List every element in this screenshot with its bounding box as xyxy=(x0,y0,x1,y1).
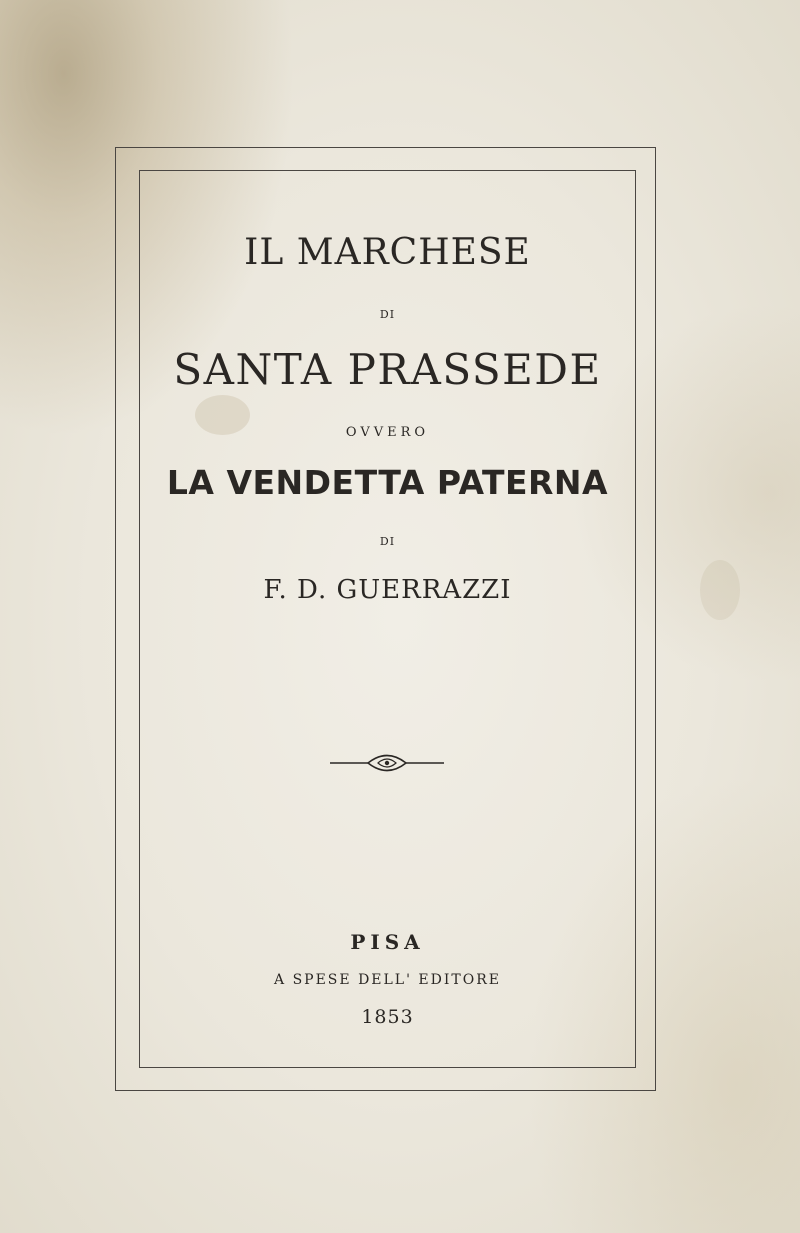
subtitle: LA VENDETTA PATERNA xyxy=(166,463,609,502)
connector-di-1: DI xyxy=(379,308,396,321)
imprint-year: 1853 xyxy=(361,1006,414,1028)
title-line-2: SANTA PRASSEDE xyxy=(173,345,602,394)
connector-ovvero: OVVERO xyxy=(345,425,430,440)
fleuron-ornament-icon xyxy=(328,746,446,780)
author-name: F. D. GUERRAZZI xyxy=(263,575,512,605)
imprint-publisher: A SPESE DELL' EDITORE xyxy=(274,972,501,988)
imprint-place: PISA xyxy=(350,930,425,954)
paper-stain xyxy=(700,560,740,620)
connector-di-2: DI xyxy=(379,535,396,548)
title-line-1: IL MARCHESE xyxy=(244,232,531,273)
